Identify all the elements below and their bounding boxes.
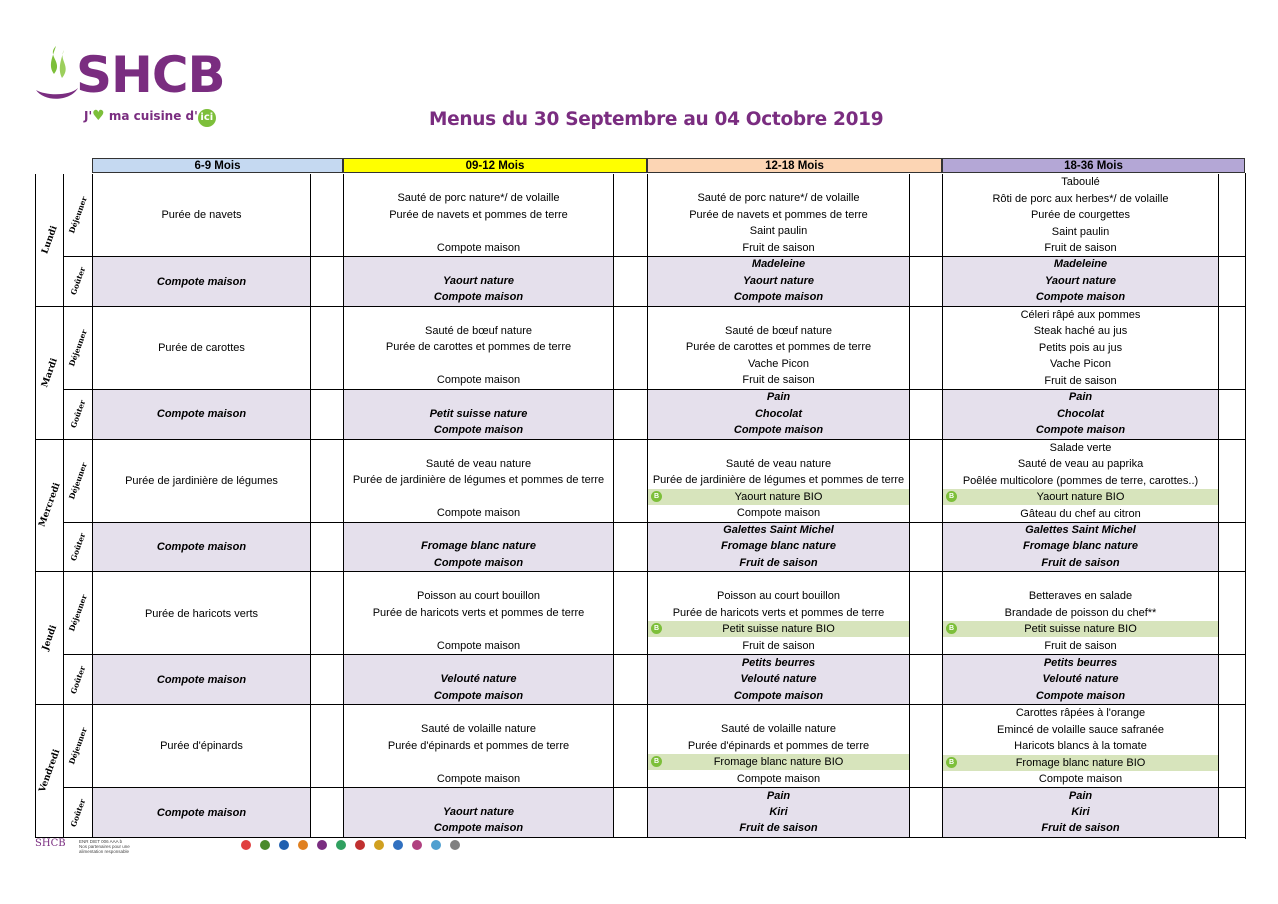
partner-label-icon	[431, 840, 441, 850]
menu-cell-dejeuner	[343, 174, 613, 257]
meal-gouter: Goûter	[63, 788, 92, 838]
menu-item: Brandade de poisson du chef**	[1004, 606, 1157, 619]
menu-item: Sauté de porc nature*/ de volaille	[697, 192, 860, 204]
menu-cell-dejeuner	[343, 572, 613, 655]
menu-item: Steak haché au jus	[1033, 325, 1128, 338]
blank-cell	[613, 174, 647, 257]
age-header-3: 18-36 Mois	[942, 158, 1245, 173]
day-label: Mercredi	[36, 482, 63, 529]
menu-item: Fruit de saison	[742, 639, 815, 652]
menu-item: Saint paulin	[1051, 225, 1110, 238]
blank-cell	[613, 440, 647, 523]
partner-label-icon	[393, 840, 403, 850]
menu-item: Fromage blanc nature	[421, 540, 536, 553]
bio-icon: B	[946, 491, 957, 502]
menu-item: Pain	[766, 789, 791, 802]
menu-item: Compote maison	[156, 541, 247, 554]
menu-cell-dejeuner	[647, 572, 909, 655]
menu-item: Yaourt nature	[1044, 274, 1117, 287]
menu-item: Saint paulin	[749, 225, 808, 237]
menu-cell-dejeuner	[942, 572, 1218, 655]
partner-label-icon	[450, 840, 460, 850]
blank-cell	[909, 257, 942, 307]
menu-cell-gouter	[647, 390, 909, 440]
menu-item: Fruit de saison	[742, 241, 815, 254]
menu-item: Purée de courgettes	[1030, 209, 1131, 221]
blank-cell	[909, 705, 942, 788]
day-lundi	[35, 174, 63, 307]
menu-cell-gouter	[647, 788, 909, 838]
meal-dejeuner: Déjeuner	[63, 705, 92, 788]
menu-item: Velouté nature	[1042, 673, 1119, 686]
menu-item: Rôti de porc aux herbes*/ de volaille	[992, 192, 1169, 205]
menu-item: Fruit de saison	[1041, 556, 1120, 569]
menu-item: Compote maison	[433, 424, 524, 437]
menu-cell-dejeuner	[942, 174, 1218, 257]
menu-cell-gouter	[92, 257, 310, 307]
bio-item: Yaourt nature BIO B	[943, 489, 1218, 505]
menu-item: Pain	[766, 391, 791, 404]
flame-icon	[34, 42, 80, 102]
menu-cell-gouter	[942, 788, 1218, 838]
footer-partners	[35, 838, 475, 852]
menu-item: Velouté nature	[440, 673, 517, 686]
day-label: Mardi	[39, 356, 60, 389]
menu-item: Purée de jardinière de légumes	[125, 474, 278, 487]
menu-cell-dejeuner	[92, 307, 310, 390]
blank-cell	[310, 788, 343, 838]
bio-icon: B	[946, 757, 957, 768]
menu-item: Compote maison	[736, 772, 821, 785]
menu-cell-gouter	[942, 390, 1218, 440]
heart-icon: ♥	[92, 108, 105, 124]
menu-item: Chocolat	[754, 407, 803, 420]
day-jeudi	[35, 572, 63, 705]
menu-item: Haricots blancs à la tomate	[1014, 740, 1147, 753]
logo-wordmark: SHCB	[76, 46, 225, 104]
blank-cell	[909, 523, 942, 573]
blank-cell	[613, 655, 647, 705]
menu-item: Fruit de saison	[1041, 822, 1120, 835]
menu-item: Purée de carottes et pommes de terre	[385, 341, 572, 354]
blank-cell	[1218, 307, 1245, 390]
menu-cell-gouter	[343, 390, 613, 440]
menu-cell-gouter	[343, 523, 613, 573]
menu-item: Chocolat	[1056, 407, 1105, 420]
menu-item: Salade verte	[1049, 441, 1112, 454]
menu-item: Purée de navets et pommes de terre	[689, 208, 868, 221]
menu-cell-gouter	[343, 788, 613, 838]
partner-label-icon	[298, 840, 308, 850]
menu-item: Yaourt nature	[442, 274, 515, 287]
menu-item	[344, 621, 613, 637]
menu-cell-dejeuner	[92, 705, 310, 788]
blank-cell	[310, 390, 343, 440]
menu-item	[344, 489, 613, 505]
bio-icon: B	[946, 623, 957, 634]
footer-logo: SHCB	[35, 838, 66, 849]
partner-label-icon	[279, 840, 289, 850]
menu-item: Fromage blanc nature	[721, 540, 836, 553]
menu-item: Petit suisse nature	[429, 407, 528, 420]
menu-item: Fruit de saison	[739, 822, 818, 835]
menu-item: Compote maison	[436, 639, 521, 652]
blank-cell	[909, 390, 942, 440]
menu-item: Compote maison	[156, 408, 247, 421]
partner-label-icon	[317, 840, 327, 850]
menu-cell-gouter	[92, 523, 310, 573]
menu-cell-dejeuner	[647, 440, 909, 523]
menu-item: Madeleine	[1053, 258, 1108, 271]
menu-item: Gâteau du chef au citron	[1020, 507, 1141, 520]
menu-cell-dejeuner	[942, 307, 1218, 390]
menu-cell-gouter	[647, 523, 909, 573]
menu-item: Kiri	[1071, 805, 1090, 818]
menu-item: Compote maison	[733, 291, 824, 304]
day-mercredi	[35, 440, 63, 573]
menu-item: Purée de jardinière de légumes et pommes de terre	[652, 474, 905, 487]
menu-item: Purée de haricots verts	[144, 607, 259, 620]
partner-label-icon	[241, 840, 251, 850]
partner-label-icon	[374, 840, 384, 850]
blank-cell	[613, 788, 647, 838]
blank-cell	[1218, 390, 1245, 440]
menu-cell-dejeuner	[647, 307, 909, 390]
menu-item: Compote maison	[736, 507, 821, 520]
menu-item: Yaourt nature	[442, 805, 515, 818]
meal-gouter: Goûter	[63, 257, 92, 307]
menu-cell-gouter	[92, 655, 310, 705]
menu-item: Compote maison	[1035, 424, 1126, 437]
menu-item: Purée d'épinards et pommes de terre	[387, 739, 570, 752]
menu-cell-gouter	[92, 390, 310, 440]
menu-item: Purée d'épinards	[160, 740, 243, 753]
age-header-0: 6-9 Mois	[92, 158, 343, 173]
blank-cell	[1218, 440, 1245, 523]
blank-cell	[909, 788, 942, 838]
blank-cell	[310, 523, 343, 573]
day-vendredi	[35, 705, 63, 838]
day-label: Lundi	[39, 224, 60, 256]
menu-item: Purée de haricots verts et pommes de terre	[672, 606, 885, 619]
blank-cell	[1218, 788, 1245, 838]
menu-item: Compote maison	[1035, 291, 1126, 304]
menu-cell-gouter	[647, 257, 909, 307]
bio-item: Fromage blanc nature BIO B	[648, 754, 909, 770]
menu-item: Fruit de saison	[742, 374, 815, 387]
menu-item: Galettes Saint Michel	[1025, 523, 1136, 536]
blank-cell	[909, 174, 942, 257]
menu-item: Purée de navets et pommes de terre	[389, 208, 568, 221]
partner-label-icon	[355, 840, 365, 850]
menu-item: Pain	[1068, 391, 1093, 404]
menu-item: Purée de haricots verts et pommes de terre	[372, 606, 585, 619]
meal-gouter: Goûter	[63, 523, 92, 573]
blank-cell	[1218, 572, 1245, 655]
menu-item: Purée de jardinière de légumes et pommes de terre	[352, 474, 605, 487]
menu-item: Purée de carottes	[158, 342, 245, 355]
bio-icon: B	[651, 623, 662, 634]
menu-item: Poêlée multicolore (pommes de terre, carottes..)	[962, 474, 1199, 487]
menu-item: Compote maison	[733, 689, 824, 702]
partner-label-icon	[260, 840, 270, 850]
menu-cell-gouter	[647, 655, 909, 705]
menu-cell-dejeuner	[92, 440, 310, 523]
menu-item: Compote maison	[433, 822, 524, 835]
menu-item: Compote maison	[436, 374, 521, 387]
partner-label-icon	[412, 840, 422, 850]
day-label: Vendredi	[37, 748, 62, 794]
menu-item: Sauté de bœuf nature	[424, 324, 532, 337]
menu-item: Compote maison	[433, 556, 524, 569]
menu-cell-gouter	[942, 257, 1218, 307]
menu-item: Purée de carottes et pommes de terre	[685, 341, 872, 354]
menu-item: Vache Picon	[1050, 358, 1111, 371]
bio-item: Fromage blanc nature BIO B	[943, 755, 1218, 771]
menu-item: Fruit de saison	[1044, 242, 1117, 254]
blank-cell	[1218, 523, 1245, 573]
menu-cell-gouter	[942, 655, 1218, 705]
blank-cell	[310, 257, 343, 307]
page-title: Menus du 30 Septembre au 04 Octobre 2019	[429, 109, 884, 130]
menu-item: Céleri râpé aux pommes	[1020, 308, 1141, 321]
menu-item: Compote maison	[156, 806, 247, 819]
blank-cell	[1218, 174, 1245, 257]
menu-item: Fruit de saison	[739, 556, 818, 569]
blank-cell	[613, 307, 647, 390]
bio-icon: B	[651, 491, 662, 502]
meal-gouter: Goûter	[63, 655, 92, 705]
menu-item: Sauté de veau au paprika	[1017, 458, 1144, 471]
menu-item: Compote maison	[733, 424, 824, 437]
menu-table	[35, 158, 1246, 839]
menu-item: Poisson au court bouillon	[717, 590, 840, 603]
menu-cell-dejeuner	[343, 705, 613, 788]
menu-item: Compote maison	[436, 241, 521, 254]
menu-item: Compote maison	[436, 772, 521, 785]
menu-item: Pain	[1068, 789, 1093, 802]
menu-item: Petits pois au jus	[1038, 341, 1123, 354]
menu-item: Compote maison	[1035, 689, 1126, 702]
menu-item: Carottes râpées à l'orange	[1015, 707, 1146, 720]
shcb-logo	[34, 42, 239, 132]
blank-cell	[310, 174, 343, 257]
menu-item: Betteraves en salade	[1028, 590, 1133, 603]
bio-icon: B	[651, 756, 662, 767]
meal-dejeuner: Déjeuner	[63, 572, 92, 655]
logo-tagline: J'♥ ma cuisine d' ici	[84, 108, 216, 127]
menu-item	[344, 223, 613, 239]
age-header-2: 12-18 Mois	[647, 158, 942, 173]
menu-item: Velouté nature	[740, 673, 817, 686]
menu-item: Sauté de bœuf nature	[724, 324, 832, 337]
menu-cell-gouter	[343, 257, 613, 307]
day-mardi	[35, 307, 63, 440]
bio-item: Petit suisse nature BIO B	[943, 621, 1218, 637]
menu-cell-dejeuner	[942, 440, 1218, 523]
blank-cell	[909, 572, 942, 655]
blank-cell	[613, 390, 647, 440]
blank-cell	[1218, 655, 1245, 705]
blank-cell	[613, 572, 647, 655]
menu-item: Kiri	[769, 805, 788, 818]
menu-item: Poisson au court bouillon	[417, 590, 540, 603]
menu-item: Fromage blanc nature	[1023, 540, 1138, 553]
menu-item: Vache Picon	[748, 357, 809, 370]
blank-cell	[909, 655, 942, 705]
menu-item: Fruit de saison	[1044, 374, 1117, 387]
blank-cell	[310, 705, 343, 788]
menu-item: Compote maison	[433, 291, 524, 304]
blank-cell	[310, 572, 343, 655]
menu-item: Sauté de porc nature*/ de volaille	[397, 192, 560, 204]
meal-gouter: Goûter	[63, 390, 92, 440]
blank-cell	[310, 655, 343, 705]
menu-item: Sauté de volaille nature	[421, 723, 536, 736]
menu-item: Fruit de saison	[1044, 639, 1117, 652]
menu-cell-dejeuner	[647, 174, 909, 257]
menu-item: Galettes Saint Michel	[723, 523, 834, 536]
menu-item: Madeleine	[751, 258, 806, 271]
blank-cell	[613, 705, 647, 788]
bio-item: Yaourt nature BIO B	[648, 489, 909, 505]
menu-cell-gouter	[92, 788, 310, 838]
menu-item: Sauté de volaille nature	[721, 723, 836, 736]
menu-item: Emincé de volaille sauce safranée	[997, 723, 1164, 736]
bio-item: Petit suisse nature BIO B	[648, 621, 909, 637]
menu-item: Petits beurres	[741, 656, 816, 669]
menu-item: Taboulé	[1061, 176, 1100, 188]
menu-item: Purée de navets	[161, 209, 242, 222]
menu-item: Sauté de veau nature	[725, 457, 832, 470]
blank-cell	[909, 307, 942, 390]
menu-item: Sauté de veau nature	[425, 457, 532, 470]
blank-cell	[1218, 705, 1245, 788]
menu-cell-dejeuner	[92, 572, 310, 655]
blank-cell	[1218, 257, 1245, 307]
menu-cell-dejeuner	[92, 174, 310, 257]
blank-cell	[909, 440, 942, 523]
blank-cell	[310, 307, 343, 390]
menu-cell-dejeuner	[647, 705, 909, 788]
menu-item: Petits beurres	[1043, 656, 1118, 669]
menu-cell-gouter	[942, 523, 1218, 573]
partner-label-icon	[336, 840, 346, 850]
age-header-1: 09-12 Mois	[343, 158, 647, 173]
footer-text: ENR DIET 006 AAA b Nos partenaires pour une alimentation responsable	[79, 839, 130, 854]
menu-item: Yaourt nature	[742, 274, 815, 287]
blank-cell	[613, 257, 647, 307]
ici-badge: ici	[198, 109, 216, 127]
blank-cell	[613, 523, 647, 573]
menu-cell-dejeuner	[942, 705, 1218, 788]
meal-dejeuner: Déjeuner	[63, 307, 92, 390]
menu-cell-gouter	[343, 655, 613, 705]
meal-dejeuner: Déjeuner	[63, 440, 92, 523]
blank-cell	[310, 440, 343, 523]
menu-item: Compote maison	[156, 275, 247, 288]
menu-item	[344, 754, 613, 770]
menu-cell-dejeuner	[343, 440, 613, 523]
day-label: Jeudi	[40, 624, 59, 653]
menu-item: Compote maison	[433, 689, 524, 702]
menu-item: Compote maison	[156, 674, 247, 687]
menu-item: Compote maison	[436, 507, 521, 520]
menu-item: Purée d'épinards et pommes de terre	[687, 739, 870, 752]
menu-item	[344, 356, 613, 372]
menu-cell-dejeuner	[343, 307, 613, 390]
meal-dejeuner: Déjeuner	[63, 174, 92, 257]
menu-item: Compote maison	[1038, 773, 1123, 786]
